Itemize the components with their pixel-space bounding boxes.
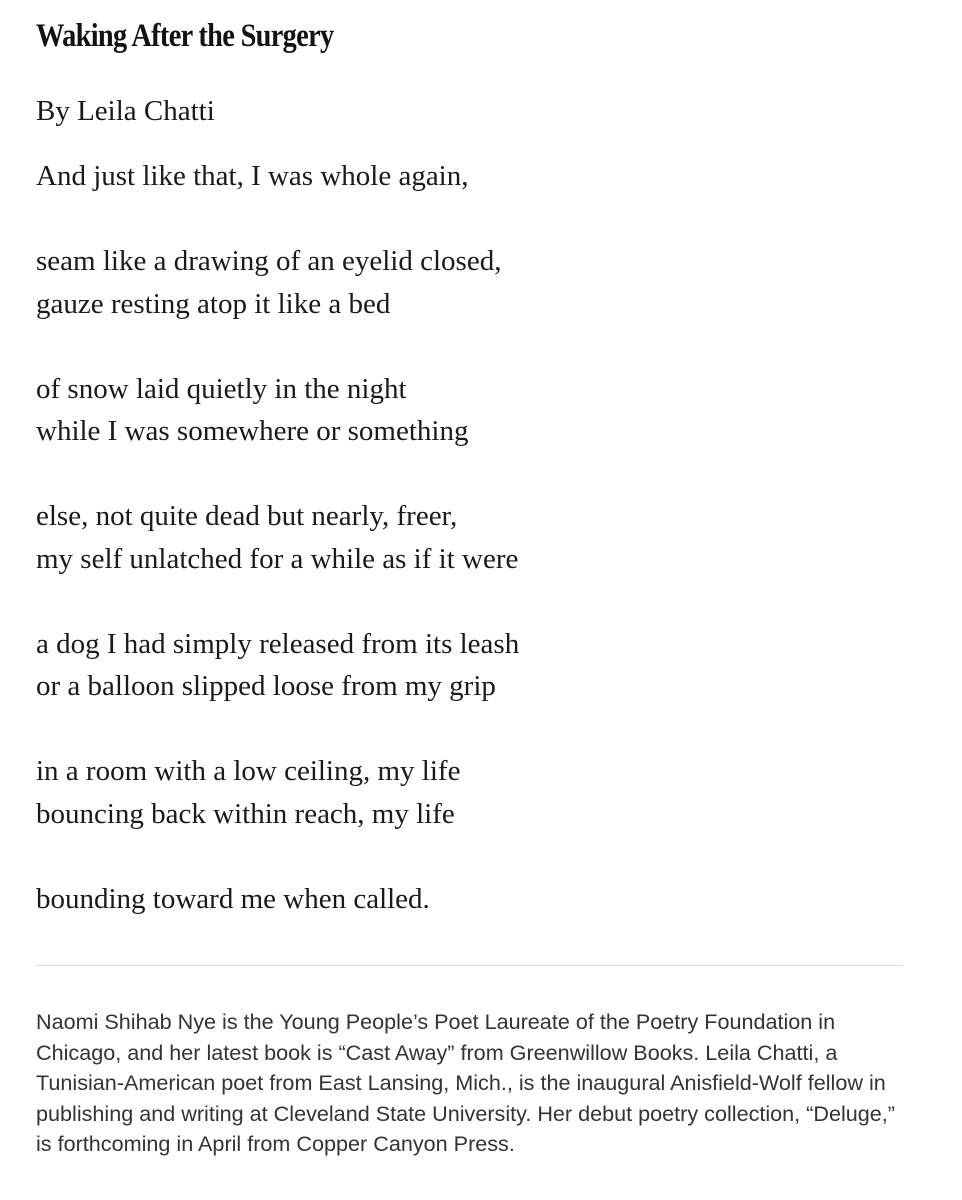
poem-line: gauze resting atop it like a bed (36, 287, 391, 320)
poem-line: seam like a drawing of an eyelid closed, (36, 245, 502, 277)
stanza-break (36, 708, 519, 751)
stanza-break (36, 835, 519, 878)
author-bio: Naomi Shihab Nye is the Young People’s Poet Laureate of the Poetry Foundation in Chicago, and her latest book is “Cast Away” from Greenwillow Books. Leila Chatti, a Tunisian-American poet from East Lansing, Mich., is the inaugural Anisfield-Wolf fellow in publishing and writing at Cleveland State University. Her debut poetry collection, “Deluge,” is forthcoming in April from Copper Canyon Press. (36, 1009, 895, 1156)
stanza-break (36, 580, 519, 623)
poem-line: while I was somewhere or something (36, 415, 469, 447)
stanza-break (36, 198, 519, 241)
stanza-break (36, 325, 519, 368)
poem-line: bounding toward me when called. (36, 882, 430, 915)
poem-line: And just like that, I was whole again, (36, 160, 469, 192)
poem-body (36, 155, 519, 920)
poem-line: else, not quite dead but nearly, freer, (36, 500, 458, 532)
section-divider (36, 965, 902, 966)
poem-line: of snow laid quietly in the night (36, 372, 407, 405)
byline: By Leila Chatti (36, 95, 215, 127)
poem-line: my self unlatched for a while as if it were (36, 542, 519, 575)
poem-line: bouncing back within reach, my life (36, 797, 455, 830)
stanza-break (36, 453, 519, 496)
poem-line: or a balloon slipped loose from my grip (36, 670, 496, 702)
poem-line: a dog I had simply released from its leash (36, 627, 520, 660)
poem-line: in a room with a low ceiling, my life (36, 755, 461, 787)
poem-title: Waking After the Surgery (36, 18, 334, 54)
